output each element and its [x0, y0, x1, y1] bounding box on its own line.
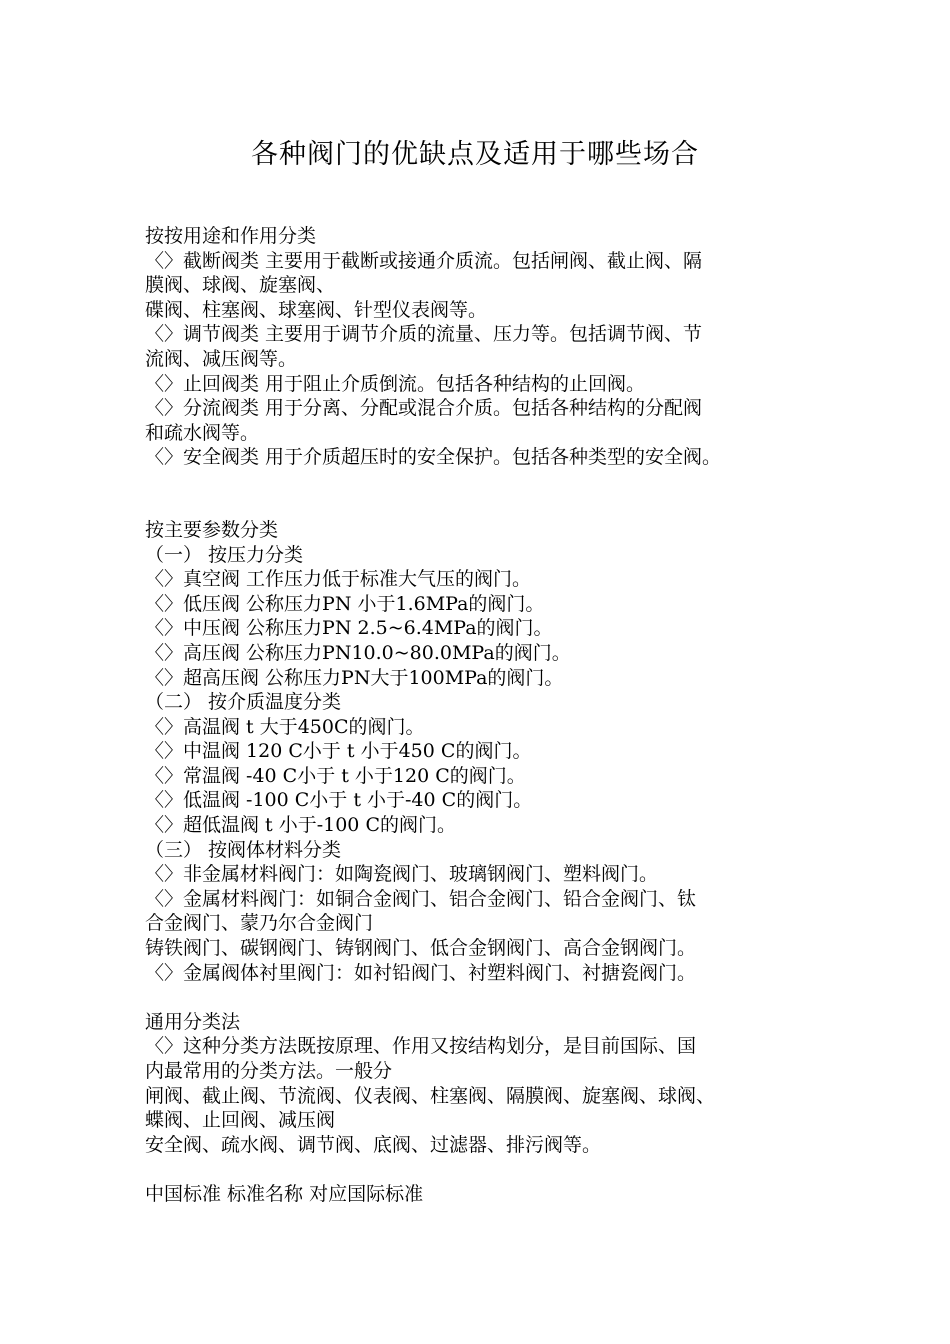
text-line: 〈〉低温阀 -100 C小于 t 小于-40 C的阀门。	[145, 789, 533, 812]
text-line: 〈〉调节阀类 主要用于调节介质的流量、压力等。包括调节阀、节	[145, 323, 703, 346]
text-line: （二） 按介质温度分类	[145, 691, 342, 714]
spacer	[145, 470, 835, 518]
section-heading: 按主要参数分类	[145, 518, 279, 541]
text-line: （一） 按压力分类	[145, 543, 304, 566]
text-line: 合金阀门、蒙乃尔合金阀门	[145, 912, 374, 935]
section-heading: 按按用途和作用分类	[145, 225, 317, 247]
text-line: 〈〉分流阀类 用于分离、分配或混合介质。包括各种结构的分配阀	[145, 397, 703, 420]
text-line: 〈〉安全阀类 用于介质超压时的安全保护。包括各种类型的安全阀。	[145, 446, 722, 469]
document-body	[145, 224, 835, 1206]
spacer	[145, 985, 835, 1010]
text-line: 〈〉金属阀体衬里阀门：如衬铅阀门、衬塑料阀门、衬搪瓷阀门。	[145, 961, 697, 984]
text-line: 安全阀、疏水阀、调节阀、底阀、过滤器、排污阀等。	[145, 1133, 602, 1156]
section-general-classification	[145, 1010, 835, 1158]
text-line: 〈〉低压阀 公称压力PN 小于1.6MPa的阀门。	[145, 592, 545, 615]
text-line: 碟阀、柱塞阀、球塞阀、针型仪表阀等。	[145, 298, 488, 321]
text-line: 蝶阀、止回阀、减压阀	[145, 1109, 336, 1132]
text-line: 和疏水阀等。	[145, 421, 260, 444]
spacer	[145, 1157, 835, 1182]
text-line: 〈〉金属材料阀门：如铜合金阀门、铝合金阀门、铅合金阀门、钛	[145, 887, 697, 910]
text-line: 〈〉止回阀类 用于阻止介质倒流。包括各种结构的止回阀。	[145, 372, 646, 395]
text-line: 〈〉超高压阀 公称压力PN大于100MPa的阀门。	[145, 666, 564, 689]
text-line: 膜阀、球阀、旋塞阀、	[145, 274, 336, 297]
text-line: 〈〉超低温阀 t 小于-100 C的阀门。	[145, 814, 456, 837]
text-line: 〈〉中温阀 120 C小于 t 小于450 C的阀门。	[145, 740, 532, 763]
text-line: 〈〉高温阀 t 大于450C的阀门。	[145, 715, 425, 738]
text-line: 〈〉常温阀 -40 C小于 t 小于120 C的阀门。	[145, 764, 526, 787]
text-line: 〈〉非金属材料阀门：如陶瓷阀门、玻璃钢阀门、塑料阀门。	[145, 863, 659, 886]
section-by-purpose	[145, 224, 835, 470]
text-line: （三） 按阀体材料分类	[145, 838, 342, 861]
text-line: 〈〉真空阀 工作压力低于标准大气压的阀门。	[145, 568, 532, 591]
text-line: 〈〉中压阀 公称压力PN 2.5~6.4MPa的阀门。	[145, 617, 553, 640]
text-line: 铸铁阀门、碳钢阀门、铸钢阀门、低合金钢阀门、高合金钢阀门。	[145, 937, 697, 960]
text-line: 内最常用的分类方法。一般分	[145, 1059, 393, 1082]
section-heading: 通用分类法	[145, 1010, 241, 1033]
section-by-parameters	[145, 518, 835, 985]
page-title: 各种阀门的优缺点及适用于哪些场合	[251, 139, 699, 170]
text-line: 〈〉高压阀 公称压力PN10.0~80.0MPa的阀门。	[145, 641, 571, 664]
text-line: 流阀、减压阀等。	[145, 347, 298, 370]
text-line: 〈〉截断阀类 主要用于截断或接通介质流。包括闸阀、截止阀、隔	[145, 249, 703, 272]
standards-table-header: 中国标准 标准名称 对应国际标准	[145, 1182, 424, 1205]
text-line: 闸阀、截止阀、节流阀、仪表阀、柱塞阀、隔膜阀、旋塞阀、球阀、	[145, 1084, 716, 1107]
text-line: 〈〉这种分类方法既按原理、作用又按结构划分，是目前国际、国	[145, 1035, 697, 1058]
